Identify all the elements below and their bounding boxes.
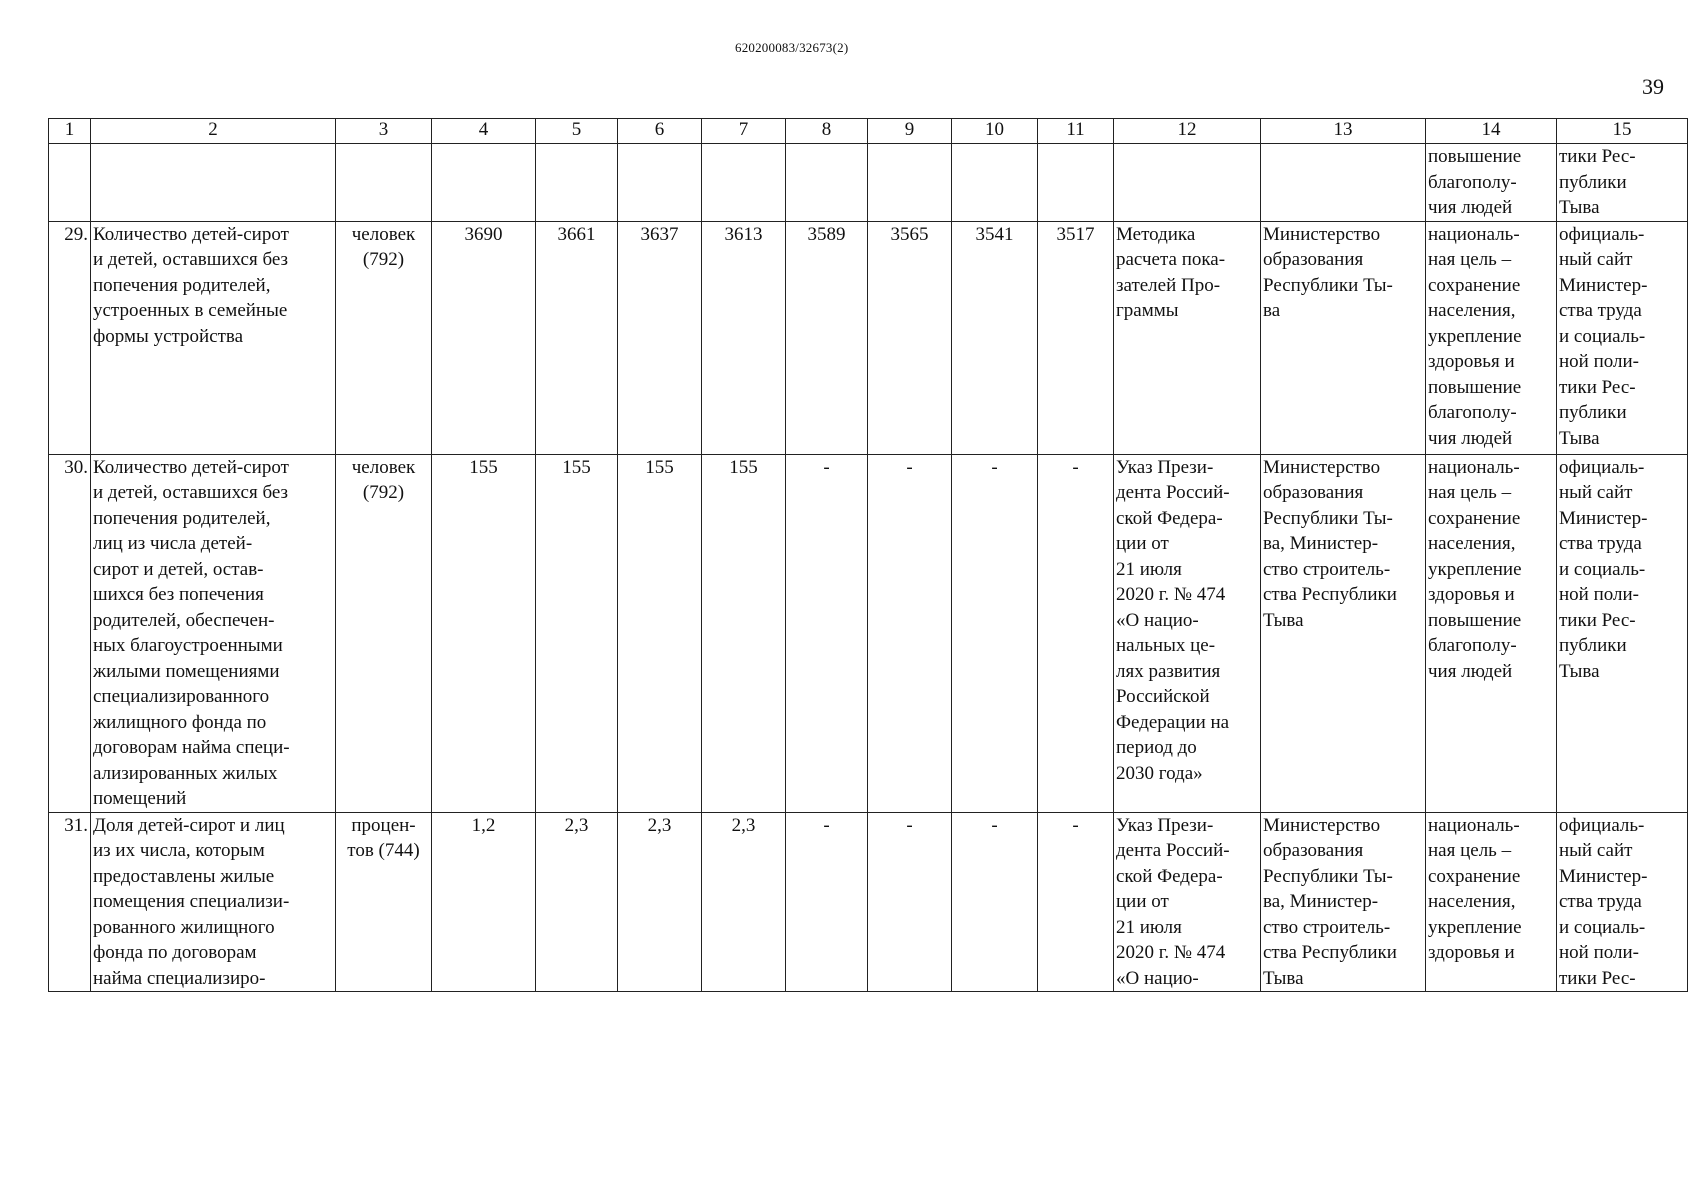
goal-cell: националь- ная цель – сохранение населения, укрепление здоровья и повышение благополу- чия людей xyxy=(1426,221,1557,454)
column-header: 1 xyxy=(49,119,91,144)
value-cell: 3517 xyxy=(1038,221,1114,454)
value-cell: 155 xyxy=(618,454,702,812)
value-cell: 3589 xyxy=(786,221,868,454)
value-cell: 2,3 xyxy=(536,812,618,992)
website-cell: тики Рес- публики Тыва xyxy=(1557,144,1688,222)
goal-cell: националь- ная цель – сохранение населения, укрепление здоровья и xyxy=(1426,812,1557,992)
value-cell: - xyxy=(1038,454,1114,812)
column-header: 3 xyxy=(336,119,432,144)
value-cell: - xyxy=(952,812,1038,992)
column-header: 11 xyxy=(1038,119,1114,144)
column-header: 4 xyxy=(432,119,536,144)
value-cell xyxy=(786,144,868,222)
column-header: 15 xyxy=(1557,119,1688,144)
value-cell xyxy=(1038,144,1114,222)
indicator-name: Количество детей-сирот и детей, оставшихся без попечения родителей, устроенных в семейные формы устройства xyxy=(91,221,336,454)
source-cell: Указ Прези- дента Россий- ской Федера- ции от 21 июля 2020 г. № 474 «О нацио- xyxy=(1114,812,1261,992)
value-cell: 155 xyxy=(702,454,786,812)
column-header: 14 xyxy=(1426,119,1557,144)
column-header: 7 xyxy=(702,119,786,144)
unit-cell: процен- тов (744) xyxy=(336,812,432,992)
value-cell xyxy=(702,144,786,222)
value-cell: - xyxy=(786,454,868,812)
column-header: 10 xyxy=(952,119,1038,144)
goal-cell: националь- ная цель – сохранение населения, укрепление здоровья и повышение благополу- чия людей xyxy=(1426,454,1557,812)
value-cell: 3690 xyxy=(432,221,536,454)
indicators-table xyxy=(48,118,1688,992)
unit-cell: человек (792) xyxy=(336,221,432,454)
row-number xyxy=(49,144,91,222)
unit-cell xyxy=(336,144,432,222)
value-cell: - xyxy=(868,812,952,992)
column-header: 2 xyxy=(91,119,336,144)
column-header: 9 xyxy=(868,119,952,144)
value-cell: - xyxy=(786,812,868,992)
column-header: 6 xyxy=(618,119,702,144)
table-row xyxy=(49,144,1688,222)
goal-cell: повышение благополу- чия людей xyxy=(1426,144,1557,222)
row-number: 30. xyxy=(49,454,91,812)
row-number: 29. xyxy=(49,221,91,454)
column-header: 8 xyxy=(786,119,868,144)
source-cell: Методика расчета пока- зателей Про- граммы xyxy=(1114,221,1261,454)
table-row xyxy=(49,812,1688,992)
value-cell xyxy=(952,144,1038,222)
website-cell: официаль- ный сайт Министер- ства труда и социаль- ной поли- тики Рес- публики Тыва xyxy=(1557,454,1688,812)
table-row xyxy=(49,454,1688,812)
value-cell: 2,3 xyxy=(618,812,702,992)
column-header: 12 xyxy=(1114,119,1261,144)
source-cell: Указ Прези- дента Россий- ской Федера- ции от 21 июля 2020 г. № 474 «О нацио- нальных це- лях развития Российской Федерации на период до 2030 года» xyxy=(1114,454,1261,812)
indicator-name: Доля детей-сирот и лиц из их числа, которым предоставлены жилые помещения специализи- рованного жилищного фонда по договорам найма специализиро- xyxy=(91,812,336,992)
document-id: 620200083/32673(2) xyxy=(735,40,849,55)
value-cell: 155 xyxy=(536,454,618,812)
value-cell xyxy=(868,144,952,222)
table-header-row xyxy=(49,119,1688,144)
value-cell xyxy=(536,144,618,222)
value-cell: 3541 xyxy=(952,221,1038,454)
row-number: 31. xyxy=(49,812,91,992)
website-cell: официаль- ный сайт Министер- ства труда и социаль- ной поли- тики Рес- xyxy=(1557,812,1688,992)
responsible-cell: Министерство образования Республики Ты- ва, Министер- ство строитель- ства Республики Тыва xyxy=(1261,454,1426,812)
value-cell: 1,2 xyxy=(432,812,536,992)
value-cell: 155 xyxy=(432,454,536,812)
value-cell: - xyxy=(868,454,952,812)
table-row xyxy=(49,221,1688,454)
value-cell: 3637 xyxy=(618,221,702,454)
value-cell: 3565 xyxy=(868,221,952,454)
indicator-name xyxy=(91,144,336,222)
responsible-cell: Министерство образования Республики Ты- ва, Министер- ство строитель- ства Республики Тыва xyxy=(1261,812,1426,992)
page-number: 39 xyxy=(1642,74,1664,99)
website-cell: официаль- ный сайт Министер- ства труда и социаль- ной поли- тики Рес- публики Тыва xyxy=(1557,221,1688,454)
indicator-name: Количество детей-сирот и детей, оставшихся без попечения родителей, лиц из числа детей- сирот и детей, остав- шихся без попечения родителей, обеспечен- ных благоустроенными жилыми помещениями специализированного жилищного фонда по договорам найма специ- ализированных жилых помещений xyxy=(91,454,336,812)
value-cell xyxy=(618,144,702,222)
value-cell: - xyxy=(1038,812,1114,992)
column-header: 5 xyxy=(536,119,618,144)
unit-cell: человек (792) xyxy=(336,454,432,812)
value-cell: 2,3 xyxy=(702,812,786,992)
responsible-cell xyxy=(1261,144,1426,222)
value-cell: 3613 xyxy=(702,221,786,454)
value-cell: - xyxy=(952,454,1038,812)
value-cell: 3661 xyxy=(536,221,618,454)
value-cell xyxy=(432,144,536,222)
source-cell xyxy=(1114,144,1261,222)
responsible-cell: Министерство образования Республики Ты- ва xyxy=(1261,221,1426,454)
column-header: 13 xyxy=(1261,119,1426,144)
